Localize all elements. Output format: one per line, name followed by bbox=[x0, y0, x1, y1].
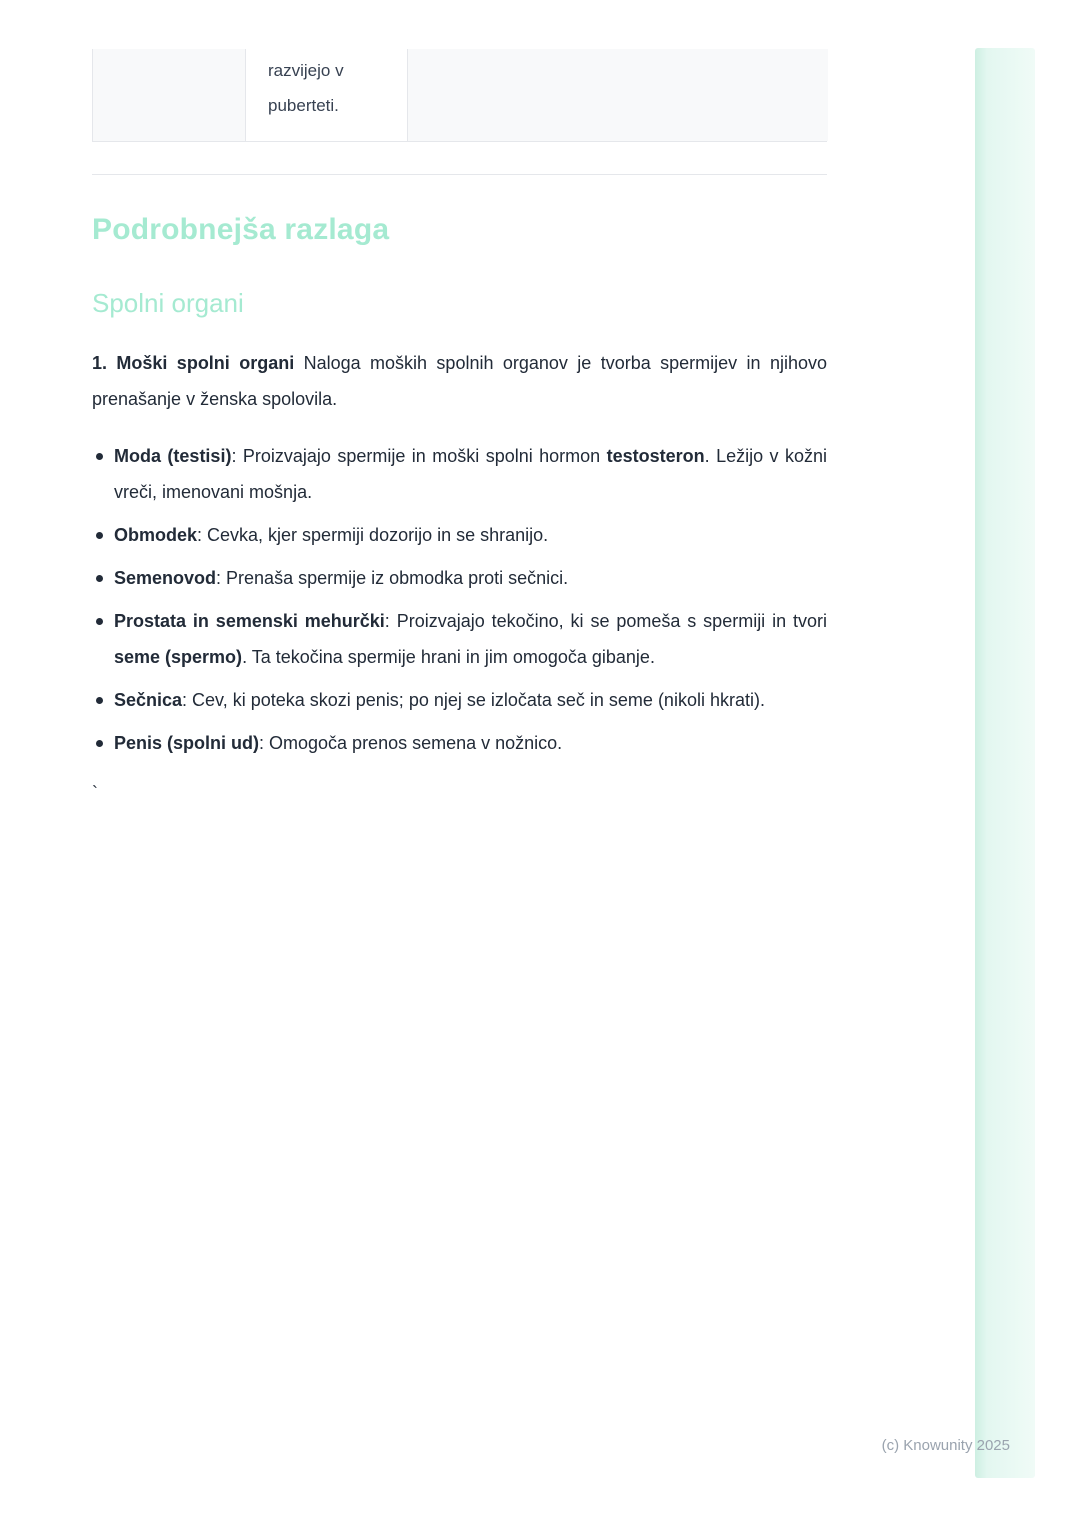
table-fragment-row bbox=[92, 49, 827, 142]
bold-term: Obmodek bbox=[114, 525, 198, 545]
list-item bbox=[92, 725, 827, 761]
stray-backtick-text: ` bbox=[92, 783, 98, 803]
page-title: Podrobnejša razlaga bbox=[92, 213, 390, 246]
document-content bbox=[92, 0, 827, 805]
bold-term: seme (spermo) bbox=[114, 647, 243, 667]
body-text: : Omogoča prenos semena v nožnico. bbox=[259, 733, 563, 753]
organ-bullet-list bbox=[92, 438, 827, 761]
copyright-footer: (c) Knowunity 2025 bbox=[881, 1437, 1010, 1454]
table-cell-empty-right bbox=[408, 49, 828, 141]
bold-term: Semenovod bbox=[114, 568, 217, 588]
decorative-side-stripe bbox=[975, 48, 1035, 1478]
list-item bbox=[92, 438, 827, 510]
intro-paragraph bbox=[92, 345, 827, 417]
table-cell-empty-left bbox=[93, 49, 246, 141]
list-item bbox=[92, 603, 827, 675]
bold-term: Penis (spolni ud) bbox=[114, 733, 260, 753]
bold-term: Sečnica bbox=[114, 690, 183, 710]
bold-term: testosteron bbox=[606, 446, 705, 466]
list-item bbox=[92, 517, 827, 553]
list-item bbox=[92, 560, 827, 596]
body-text: : Proizvajajo spermije in moški spolni hormon bbox=[231, 446, 607, 466]
section-title: Spolni organi bbox=[92, 288, 244, 318]
bold-term: 1. Moški spolni organi bbox=[92, 353, 295, 373]
bold-term: Prostata in semenski mehurčki bbox=[114, 611, 385, 631]
section-divider bbox=[92, 174, 827, 175]
table-cell-text: razvijejo v puberteti. bbox=[246, 49, 408, 141]
body-text: : Proizvajajo tekočino, ki se pomeša s spermiji in tvori bbox=[384, 611, 827, 631]
body-text: . Ležijo v kožni vreči, imenovani mošnja. bbox=[114, 446, 827, 502]
body-text: Naloga moških spolnih organov je tvorba spermijev in njihovo prenašanje v ženska spolovila. bbox=[92, 353, 827, 409]
body-text: . Ta tekočina spermije hrani in jim omogoča gibanje. bbox=[242, 647, 655, 667]
list-item bbox=[92, 682, 827, 718]
body-text: : Cev, ki poteka skozi penis; po njej se izločata seč in seme (nikoli hkrati). bbox=[182, 690, 765, 710]
bold-term: Moda (testisi) bbox=[114, 446, 232, 466]
body-text: : Prenaša spermije iz obmodka proti sečnici. bbox=[216, 568, 569, 588]
body-text: : Cevka, kjer spermiji dozorijo in se shranijo. bbox=[197, 525, 549, 545]
